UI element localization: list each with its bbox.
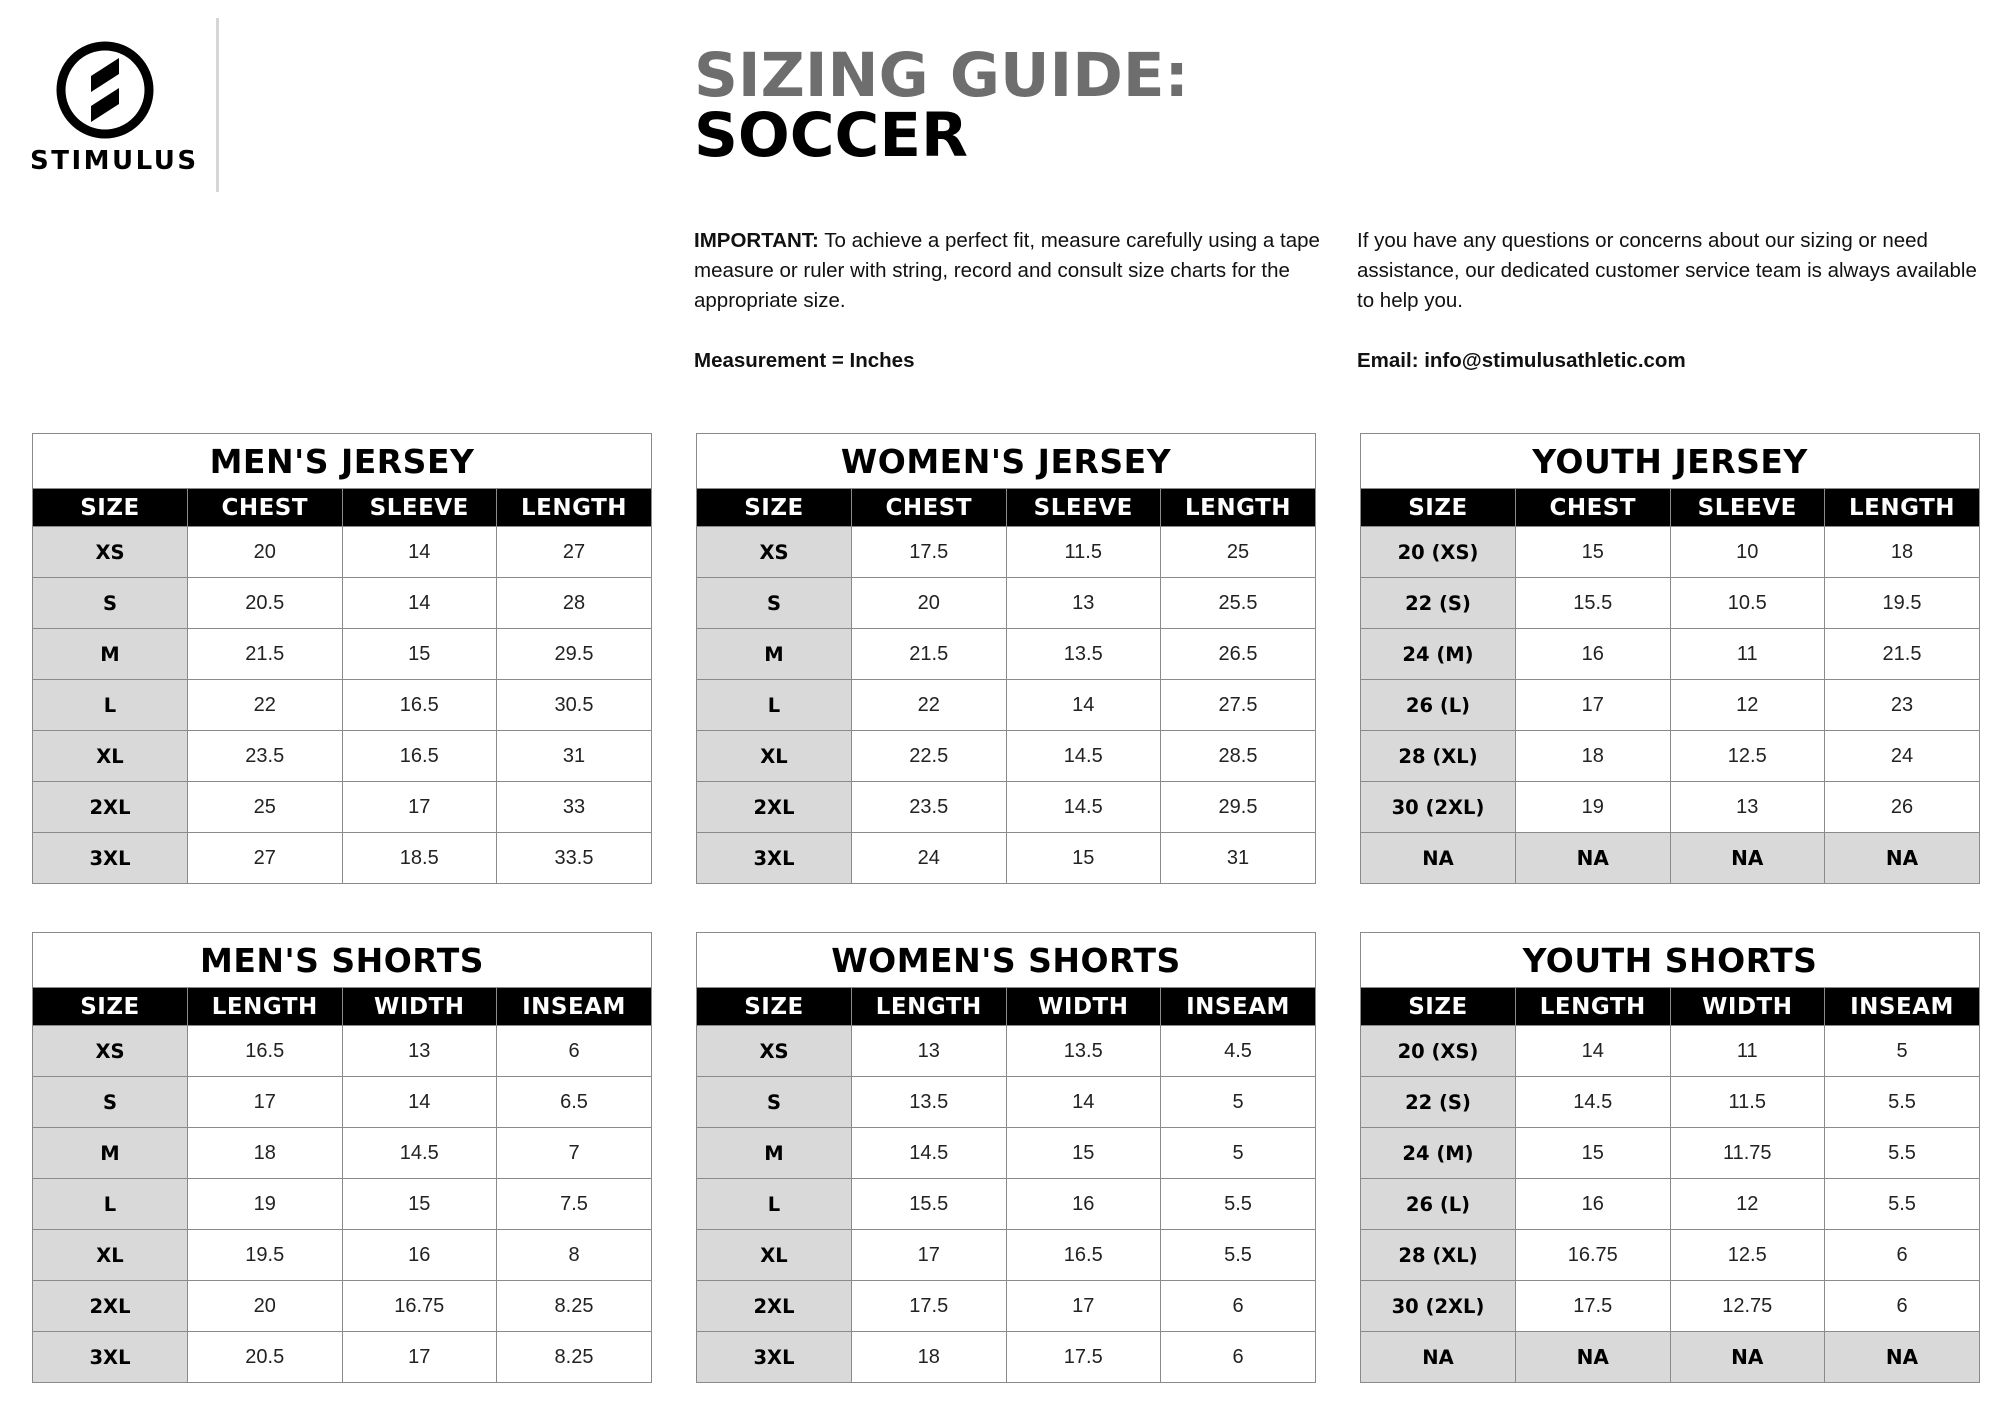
size-label-cell: 3XL xyxy=(697,1332,852,1383)
column-header: LENGTH xyxy=(1825,489,1980,527)
table-row xyxy=(697,629,1315,680)
measurement-cell: 23.5 xyxy=(852,782,1007,833)
size-label-cell: 22 (S) xyxy=(1361,1077,1516,1128)
measurement-cell: 22.5 xyxy=(852,731,1007,782)
table-header-row xyxy=(1361,489,1979,527)
measurement-cell: 26 xyxy=(1825,782,1980,833)
measurement-cell: 14.5 xyxy=(852,1128,1007,1179)
size-table xyxy=(33,988,651,1382)
size-table xyxy=(697,489,1315,883)
size-label-cell: S xyxy=(33,578,188,629)
table-row xyxy=(697,731,1315,782)
support-email: Email: info@stimulusathletic.com xyxy=(1357,349,1686,372)
table-header-row xyxy=(33,988,651,1026)
table-row xyxy=(697,578,1315,629)
measurement-cell: 6 xyxy=(1825,1230,1980,1281)
measurement-cell: 15 xyxy=(1006,833,1161,884)
table-row xyxy=(697,833,1315,884)
size-label-cell: 26 (L) xyxy=(1361,1179,1516,1230)
table-row xyxy=(1361,629,1979,680)
table-row xyxy=(697,527,1315,578)
page-title xyxy=(694,40,1189,171)
measurement-cell: 6 xyxy=(497,1026,652,1077)
column-header: LENGTH xyxy=(1161,489,1316,527)
brand-logo xyxy=(30,40,199,176)
table-row xyxy=(1361,1332,1979,1383)
measurement-cell: 17.5 xyxy=(1006,1332,1161,1383)
measurement-cell: 13.5 xyxy=(852,1077,1007,1128)
measurement-cell: 6 xyxy=(1161,1281,1316,1332)
womens-jersey-chart xyxy=(696,433,1316,884)
measurement-cell: 14.5 xyxy=(342,1128,497,1179)
column-header: CHEST xyxy=(852,489,1007,527)
measurement-cell: 27 xyxy=(188,833,343,884)
size-label-cell: 26 (L) xyxy=(1361,680,1516,731)
column-header: LENGTH xyxy=(188,988,343,1026)
measurement-cell: 16.75 xyxy=(342,1281,497,1332)
column-header: LENGTH xyxy=(1516,988,1671,1026)
measurement-cell: 25 xyxy=(1161,527,1316,578)
size-label-cell: XL xyxy=(697,731,852,782)
table-row xyxy=(1361,1077,1979,1128)
measurement-cell: 8 xyxy=(497,1230,652,1281)
measurement-cell: 12.75 xyxy=(1670,1281,1825,1332)
table-row xyxy=(33,1281,651,1332)
measurement-cell: 8.25 xyxy=(497,1332,652,1383)
measurement-cell: 31 xyxy=(1161,833,1316,884)
size-label-cell: 28 (XL) xyxy=(1361,731,1516,782)
size-label-cell: 2XL xyxy=(697,782,852,833)
measurement-cell: 18 xyxy=(852,1332,1007,1383)
size-label-cell: M xyxy=(33,1128,188,1179)
chart-title: WOMEN'S JERSEY xyxy=(697,434,1315,489)
size-label-cell: M xyxy=(697,1128,852,1179)
measurement-cell: 17 xyxy=(852,1230,1007,1281)
header-divider xyxy=(216,18,219,192)
measurement-cell: 12.5 xyxy=(1670,1230,1825,1281)
measurement-cell: 15 xyxy=(1516,527,1671,578)
column-header: INSEAM xyxy=(1825,988,1980,1026)
measurement-cell: 24 xyxy=(1825,731,1980,782)
measurement-cell: 12 xyxy=(1670,1179,1825,1230)
mens-shorts-chart xyxy=(32,932,652,1383)
measurement-cell: 17 xyxy=(342,782,497,833)
size-label-cell: 24 (M) xyxy=(1361,1128,1516,1179)
measurement-cell: 16.75 xyxy=(1516,1230,1671,1281)
table-row xyxy=(1361,782,1979,833)
measurement-cell: NA xyxy=(1825,1332,1980,1383)
measurement-cell: 18 xyxy=(1516,731,1671,782)
table-row xyxy=(1361,578,1979,629)
measurement-cell: 14 xyxy=(342,527,497,578)
chart-title: YOUTH JERSEY xyxy=(1361,434,1979,489)
measurement-cell: 5 xyxy=(1825,1026,1980,1077)
column-header: WIDTH xyxy=(342,988,497,1026)
table-row xyxy=(697,1230,1315,1281)
table-row xyxy=(33,578,651,629)
measurement-cell: NA xyxy=(1516,833,1671,884)
size-label-cell: 20 (XS) xyxy=(1361,527,1516,578)
measurement-cell: 21.5 xyxy=(188,629,343,680)
measurement-cell: 17 xyxy=(1516,680,1671,731)
page-title-line2: SOCCER xyxy=(694,100,968,171)
measurement-cell: 13 xyxy=(342,1026,497,1077)
measurement-cell: 16.5 xyxy=(1006,1230,1161,1281)
column-header: SIZE xyxy=(697,988,852,1026)
important-text: To achieve a perfect fit, measure carefully using a tape measure or ruler with string, record and consult size charts for the appropriate size. xyxy=(694,229,1320,312)
size-label-cell: S xyxy=(33,1077,188,1128)
column-header: INSEAM xyxy=(1161,988,1316,1026)
measurement-cell: 13.5 xyxy=(1006,1026,1161,1077)
measurement-cell: 14 xyxy=(1006,1077,1161,1128)
chart-title: YOUTH SHORTS xyxy=(1361,933,1979,988)
measurement-cell: 13 xyxy=(1006,578,1161,629)
size-label-cell: XL xyxy=(33,1230,188,1281)
measurement-cell: 25.5 xyxy=(1161,578,1316,629)
table-row xyxy=(33,782,651,833)
column-header: CHEST xyxy=(1516,489,1671,527)
measurement-cell: 5.5 xyxy=(1161,1230,1316,1281)
size-table xyxy=(33,489,651,883)
measurement-cell: 17 xyxy=(1006,1281,1161,1332)
measurement-cell: 20 xyxy=(188,527,343,578)
size-label-cell: XS xyxy=(697,527,852,578)
table-row xyxy=(1361,1026,1979,1077)
table-row xyxy=(1361,731,1979,782)
size-label-cell: 2XL xyxy=(33,782,188,833)
mens-jersey-chart xyxy=(32,433,652,884)
table-row xyxy=(1361,833,1979,884)
chart-title: MEN'S SHORTS xyxy=(33,933,651,988)
measurement-cell: 15.5 xyxy=(852,1179,1007,1230)
size-label-cell: XS xyxy=(33,527,188,578)
size-label-cell: M xyxy=(697,629,852,680)
measurement-cell: 30.5 xyxy=(497,680,652,731)
column-header: SIZE xyxy=(697,489,852,527)
size-label-cell: L xyxy=(33,680,188,731)
measurement-cell: 27.5 xyxy=(1161,680,1316,731)
table-row xyxy=(1361,1230,1979,1281)
measurement-cell: 20.5 xyxy=(188,1332,343,1383)
size-label-cell: 28 (XL) xyxy=(1361,1230,1516,1281)
measurement-cell: 12 xyxy=(1670,680,1825,731)
measurement-cell: 10 xyxy=(1670,527,1825,578)
measurement-cell: 16.5 xyxy=(342,680,497,731)
column-header: SLEEVE xyxy=(1670,489,1825,527)
measurement-cell: 6.5 xyxy=(497,1077,652,1128)
size-label-cell: L xyxy=(33,1179,188,1230)
measurement-cell: 16.5 xyxy=(342,731,497,782)
measurement-cell: NA xyxy=(1670,833,1825,884)
page-title-line1: SIZING GUIDE: xyxy=(694,40,1189,111)
measurement-cell: 27 xyxy=(497,527,652,578)
measurement-cell: 11 xyxy=(1670,629,1825,680)
measurement-cell: 25 xyxy=(188,782,343,833)
table-row xyxy=(33,1026,651,1077)
size-label-cell: 30 (2XL) xyxy=(1361,1281,1516,1332)
measurement-cell: 22 xyxy=(188,680,343,731)
measurement-cell: 13.5 xyxy=(1006,629,1161,680)
measurement-cell: 4.5 xyxy=(1161,1026,1316,1077)
measurement-cell: 5.5 xyxy=(1161,1179,1316,1230)
table-row xyxy=(697,680,1315,731)
table-row xyxy=(33,833,651,884)
column-header: SLEEVE xyxy=(1006,489,1161,527)
table-header-row xyxy=(33,489,651,527)
column-header: WIDTH xyxy=(1670,988,1825,1026)
measurement-cell: 14.5 xyxy=(1006,782,1161,833)
measurement-cell: 12.5 xyxy=(1670,731,1825,782)
measurement-cell: 29.5 xyxy=(1161,782,1316,833)
size-label-cell: 20 (XS) xyxy=(1361,1026,1516,1077)
size-label-cell: L xyxy=(697,680,852,731)
measurement-cell: 11.5 xyxy=(1670,1077,1825,1128)
size-label-cell: XS xyxy=(697,1026,852,1077)
measurement-cell: 18 xyxy=(188,1128,343,1179)
size-label-cell: 22 (S) xyxy=(1361,578,1516,629)
measurement-cell: 6 xyxy=(1825,1281,1980,1332)
important-paragraph xyxy=(694,226,1334,316)
table-row xyxy=(33,1077,651,1128)
measurement-cell: 22 xyxy=(852,680,1007,731)
measurement-cell: 17 xyxy=(342,1332,497,1383)
size-label-cell: XS xyxy=(33,1026,188,1077)
column-header: CHEST xyxy=(188,489,343,527)
measurement-cell: 19 xyxy=(1516,782,1671,833)
table-row xyxy=(33,629,651,680)
measurement-cell: 19 xyxy=(188,1179,343,1230)
measurement-cell: 18.5 xyxy=(342,833,497,884)
size-label-cell: L xyxy=(697,1179,852,1230)
womens-shorts-chart xyxy=(696,932,1316,1383)
important-label: IMPORTANT: xyxy=(694,229,819,252)
measurement-cell: 28.5 xyxy=(1161,731,1316,782)
table-header-row xyxy=(697,489,1315,527)
table-row xyxy=(33,1332,651,1383)
measurement-cell: NA xyxy=(1670,1332,1825,1383)
measurement-cell: 5 xyxy=(1161,1128,1316,1179)
measurement-cell: 5.5 xyxy=(1825,1128,1980,1179)
measurement-cell: NA xyxy=(1825,833,1980,884)
measurement-cell: 15 xyxy=(1006,1128,1161,1179)
measurement-cell: 7.5 xyxy=(497,1179,652,1230)
size-label-cell: M xyxy=(33,629,188,680)
measurement-cell: 20 xyxy=(852,578,1007,629)
chart-title: WOMEN'S SHORTS xyxy=(697,933,1315,988)
measurement-cell: 23 xyxy=(1825,680,1980,731)
measurement-cell: 24 xyxy=(852,833,1007,884)
size-table xyxy=(1361,489,1979,883)
measurement-cell: 23.5 xyxy=(188,731,343,782)
table-row xyxy=(1361,1281,1979,1332)
column-header: INSEAM xyxy=(497,988,652,1026)
column-header: LENGTH xyxy=(497,489,652,527)
column-header: WIDTH xyxy=(1006,988,1161,1026)
measurement-cell: 20.5 xyxy=(188,578,343,629)
column-header: SIZE xyxy=(1361,988,1516,1026)
table-row xyxy=(697,1281,1315,1332)
stimulus-logo-icon xyxy=(55,40,155,140)
measurement-cell: 11 xyxy=(1670,1026,1825,1077)
measurement-cell: 21.5 xyxy=(1825,629,1980,680)
measurement-cell: 29.5 xyxy=(497,629,652,680)
table-header-row xyxy=(1361,988,1979,1026)
table-row xyxy=(1361,1128,1979,1179)
size-table xyxy=(697,988,1315,1382)
size-label-cell: S xyxy=(697,1077,852,1128)
table-row xyxy=(697,1026,1315,1077)
measurement-cell: 16.5 xyxy=(188,1026,343,1077)
table-row xyxy=(1361,1179,1979,1230)
table-row xyxy=(33,731,651,782)
measurement-cell: 16 xyxy=(1006,1179,1161,1230)
measurement-cell: 14.5 xyxy=(1006,731,1161,782)
table-row xyxy=(697,1128,1315,1179)
measurement-cell: 10.5 xyxy=(1670,578,1825,629)
measurement-cell: 15 xyxy=(1516,1128,1671,1179)
measurement-cell: 17.5 xyxy=(1516,1281,1671,1332)
size-label-cell: XL xyxy=(33,731,188,782)
measurement-cell: 13 xyxy=(1670,782,1825,833)
measurement-cell: 6 xyxy=(1161,1332,1316,1383)
table-row xyxy=(1361,680,1979,731)
size-label-cell: 30 (2XL) xyxy=(1361,782,1516,833)
table-row xyxy=(33,527,651,578)
size-label-cell: 3XL xyxy=(697,833,852,884)
column-header: SIZE xyxy=(33,988,188,1026)
size-label-cell: 2XL xyxy=(697,1281,852,1332)
youth-jersey-chart xyxy=(1360,433,1980,884)
measurement-cell: 14 xyxy=(342,578,497,629)
measurement-unit: Measurement = Inches xyxy=(694,349,915,372)
measurement-cell: 31 xyxy=(497,731,652,782)
column-header: SIZE xyxy=(1361,489,1516,527)
measurement-cell: 28 xyxy=(497,578,652,629)
column-header: SIZE xyxy=(33,489,188,527)
size-label-cell: 3XL xyxy=(33,1332,188,1383)
size-label-cell: 2XL xyxy=(33,1281,188,1332)
measurement-cell: 33.5 xyxy=(497,833,652,884)
measurement-cell: 19.5 xyxy=(188,1230,343,1281)
table-row xyxy=(33,680,651,731)
measurement-cell: 14.5 xyxy=(1516,1077,1671,1128)
size-label-cell: 24 (M) xyxy=(1361,629,1516,680)
measurement-cell: 33 xyxy=(497,782,652,833)
measurement-cell: 14 xyxy=(1006,680,1161,731)
size-label-cell: NA xyxy=(1361,1332,1516,1383)
table-row xyxy=(697,782,1315,833)
measurement-cell: 5 xyxy=(1161,1077,1316,1128)
table-row xyxy=(697,1179,1315,1230)
measurement-cell: 11.5 xyxy=(1006,527,1161,578)
measurement-cell: 8.25 xyxy=(497,1281,652,1332)
column-header: SLEEVE xyxy=(342,489,497,527)
measurement-cell: 16 xyxy=(1516,1179,1671,1230)
size-label-cell: XL xyxy=(697,1230,852,1281)
measurement-cell: 19.5 xyxy=(1825,578,1980,629)
measurement-cell: 16 xyxy=(342,1230,497,1281)
measurement-cell: NA xyxy=(1516,1332,1671,1383)
measurement-cell: 14 xyxy=(1516,1026,1671,1077)
table-row xyxy=(697,1077,1315,1128)
table-header-row xyxy=(697,988,1315,1026)
table-row xyxy=(697,1332,1315,1383)
measurement-cell: 26.5 xyxy=(1161,629,1316,680)
measurement-cell: 13 xyxy=(852,1026,1007,1077)
measurement-cell: 15 xyxy=(342,629,497,680)
measurement-cell: 20 xyxy=(188,1281,343,1332)
brand-name: STIMULUS xyxy=(30,146,199,176)
youth-shorts-chart xyxy=(1360,932,1980,1383)
measurement-cell: 17.5 xyxy=(852,527,1007,578)
measurement-cell: 17.5 xyxy=(852,1281,1007,1332)
support-text: If you have any questions or concerns about our sizing or need assistance, our dedicated customer service team is always available to help you. xyxy=(1357,229,1977,312)
important-note xyxy=(694,226,1334,376)
measurement-cell: 5.5 xyxy=(1825,1179,1980,1230)
measurement-cell: 14 xyxy=(342,1077,497,1128)
size-table xyxy=(1361,988,1979,1382)
table-row xyxy=(1361,527,1979,578)
measurement-cell: 18 xyxy=(1825,527,1980,578)
size-label-cell: 3XL xyxy=(33,833,188,884)
chart-title: MEN'S JERSEY xyxy=(33,434,651,489)
measurement-cell: 11.75 xyxy=(1670,1128,1825,1179)
size-label-cell: S xyxy=(697,578,852,629)
table-row xyxy=(33,1128,651,1179)
measurement-cell: 15.5 xyxy=(1516,578,1671,629)
measurement-cell: 16 xyxy=(1516,629,1671,680)
measurement-cell: 17 xyxy=(188,1077,343,1128)
column-header: LENGTH xyxy=(852,988,1007,1026)
measurement-cell: 21.5 xyxy=(852,629,1007,680)
measurement-cell: 15 xyxy=(342,1179,497,1230)
table-row xyxy=(33,1230,651,1281)
measurement-cell: 7 xyxy=(497,1128,652,1179)
table-row xyxy=(33,1179,651,1230)
support-note xyxy=(1357,226,1987,376)
measurement-cell: 5.5 xyxy=(1825,1077,1980,1128)
size-label-cell: NA xyxy=(1361,833,1516,884)
